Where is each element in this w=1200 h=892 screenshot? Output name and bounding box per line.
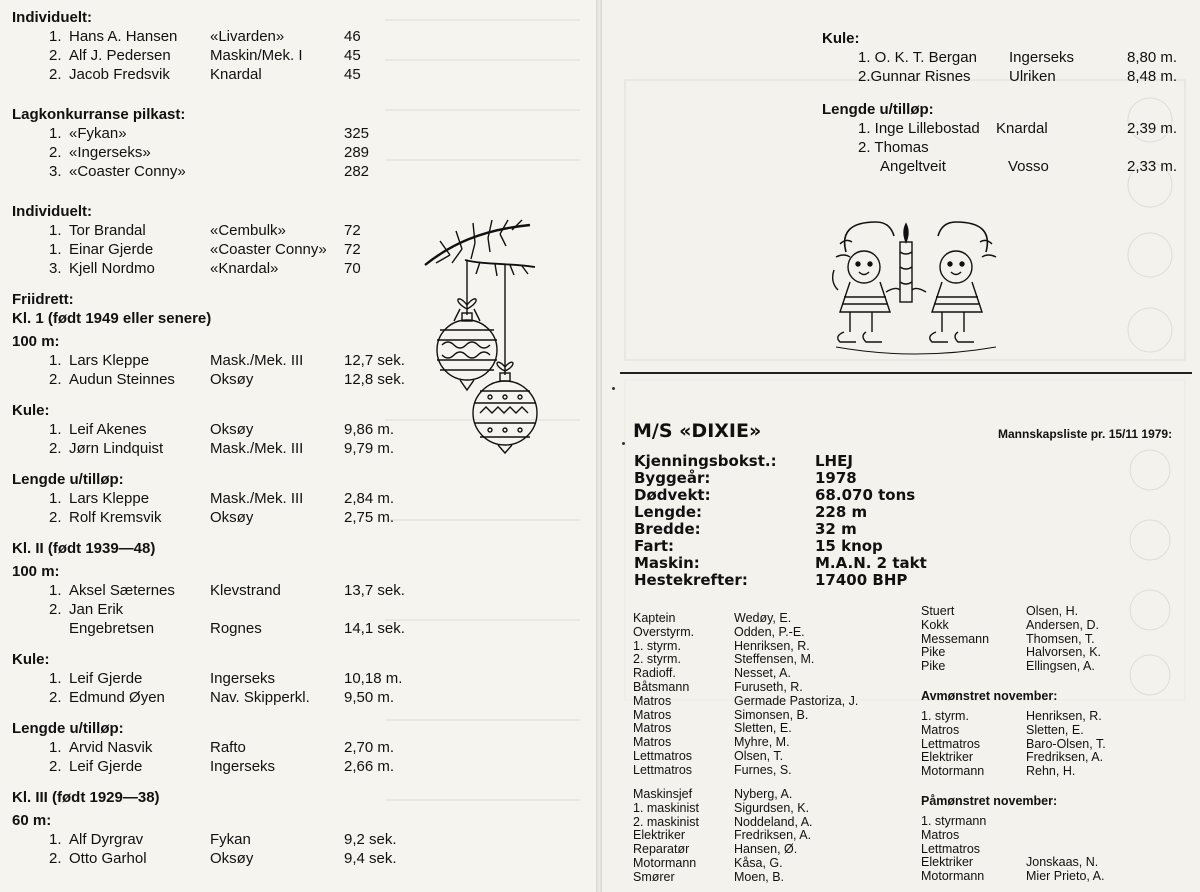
section-heading: Kl. III (født 1929—38)	[12, 789, 160, 806]
crew-row	[633, 709, 923, 723]
crew-row	[921, 856, 1191, 870]
crew-rank: Elektriker	[921, 750, 974, 765]
crew-row	[633, 736, 923, 750]
crew-rank: 1. styrm.	[921, 709, 969, 723]
team-name: Vosso	[1008, 158, 1049, 175]
crew-rank: 1. styrm.	[633, 638, 681, 653]
crew-rank: Elektriker	[633, 828, 686, 843]
placement: 3.	[49, 260, 62, 277]
dot	[612, 387, 615, 390]
section-divider	[620, 372, 1192, 374]
team-name: «Livarden»	[210, 28, 285, 45]
dot	[622, 442, 625, 445]
placement: 2.	[49, 758, 62, 775]
crew-row	[921, 605, 1191, 619]
crew-name: Fredriksen, A.	[734, 828, 812, 843]
team-name: Mask./Mek. III	[210, 352, 304, 369]
crew-name: Nyberg, A.	[734, 787, 793, 801]
result-row	[12, 65, 382, 84]
athlete-name: Engebretsen	[69, 620, 155, 637]
crew-row	[921, 710, 1191, 724]
spec-label: Kjenningsbokst.:	[634, 452, 777, 470]
crew-row	[633, 695, 923, 709]
team-name: Ingerseks	[210, 758, 276, 775]
placement: 1.	[49, 670, 62, 687]
crew-rank: 2. styrm.	[633, 652, 681, 667]
result-row	[12, 420, 395, 439]
result-row	[822, 48, 1192, 67]
crew-name: Sigurdsen, K.	[734, 800, 810, 815]
result-value: 9,4 sek.	[344, 850, 397, 867]
section-heading: Kule:	[822, 30, 860, 47]
result-value: 2,70 m.	[344, 739, 395, 756]
section-heading: Lengde u/tilløp:	[822, 101, 934, 118]
crew-rank: Lettmatros	[633, 762, 693, 777]
result-value: 2,84 m.	[344, 490, 395, 507]
crew-name: Baro-Olsen, T.	[1026, 736, 1106, 751]
crew-row	[633, 722, 923, 736]
crew-row	[921, 633, 1191, 647]
crew-rank: Båtsmann	[633, 679, 690, 694]
section-heading: Påmønstret november:	[921, 794, 1058, 808]
result-row	[822, 157, 1192, 176]
crew-rank: Motormann	[921, 764, 985, 779]
result-row	[12, 830, 397, 849]
athlete-name: Leif Gjerde	[69, 670, 143, 687]
crew-row	[633, 612, 923, 626]
athlete-name: Leif Gjerde	[69, 758, 143, 775]
crew-row	[921, 646, 1191, 660]
spec-value: 68.070 tons	[815, 486, 916, 504]
spec-label: Maskin:	[634, 554, 700, 572]
crew-name: Furuseth, R.	[734, 679, 803, 694]
result-row	[12, 370, 405, 389]
crew-rank: Elektriker	[921, 855, 974, 870]
result-row	[12, 351, 405, 370]
team-name: Rognes	[210, 620, 262, 637]
result-value: 8,48 m.	[1127, 68, 1178, 85]
placement: 2.	[49, 850, 62, 867]
section-heading: 100 m:	[12, 333, 60, 350]
result-value: 325	[344, 125, 370, 142]
athlete-name: «Coaster Conny»	[69, 163, 186, 180]
team-name: «Coaster Conny»	[210, 241, 327, 258]
placement: 1.	[49, 421, 62, 438]
result-value: 14,1 sek.	[344, 620, 405, 637]
placement: 1.	[49, 739, 62, 756]
team-name: Ulriken	[1009, 68, 1056, 85]
result-value: 72	[344, 222, 361, 239]
crew-name: Olsen, H.	[1026, 604, 1079, 618]
athlete-name: Jørn Lindquist	[69, 440, 164, 457]
crew-name: Mier Prieto, A.	[1026, 869, 1105, 884]
spec-label: Byggeår:	[634, 469, 711, 487]
athlete-name: Angeltveit	[880, 158, 946, 175]
crew-name: Hansen, Ø.	[734, 842, 798, 857]
result-value: 2,66 m.	[344, 758, 395, 775]
crew-list-deck	[633, 612, 923, 778]
spec-label: Bredde:	[634, 520, 701, 538]
athlete-name: Einar Gjerde	[69, 241, 154, 258]
spec-value: 228 m	[815, 503, 868, 521]
result-row	[12, 738, 395, 757]
result-row	[12, 688, 395, 707]
placement: 2.	[49, 601, 62, 618]
team-name: Knardal	[996, 120, 1048, 137]
team-name: Oksøy	[210, 509, 254, 526]
crew-name: Andersen, D.	[1026, 617, 1099, 632]
spec-value: 17400 BHP	[815, 571, 908, 589]
athlete-name: Jacob Fredsvik	[69, 66, 170, 83]
section-heading: Kule:	[12, 651, 50, 668]
team-name: Fykan	[210, 831, 251, 848]
elves-candle-illustration	[826, 212, 1006, 362]
crew-name: Rehn, H.	[1026, 764, 1076, 779]
crew-row	[921, 815, 1191, 829]
spec-label: Dødvekt:	[634, 486, 711, 504]
result-row	[12, 259, 382, 278]
crew-rank: 1. styrmann	[921, 814, 987, 828]
crew-row	[633, 829, 923, 843]
spec-value: LHEJ	[815, 452, 853, 470]
athlete-name: Alf J. Pedersen	[69, 47, 171, 64]
team-name: Mask./Mek. III	[210, 440, 304, 457]
team-name: Klevstrand	[210, 582, 281, 599]
crew-name: Steffensen, M.	[734, 652, 815, 667]
result-row	[822, 138, 1192, 157]
section-heading: Individuelt:	[12, 9, 92, 26]
crew-rank: Lettmatros	[633, 748, 693, 763]
result-value: 10,18 m.	[344, 670, 403, 687]
crew-name: Kåsa, G.	[734, 855, 783, 870]
crew-row	[921, 751, 1191, 765]
athlete-name: Hans A. Hansen	[69, 28, 178, 45]
team-name: Oksøy	[210, 421, 254, 438]
crew-row	[921, 870, 1191, 884]
crew-row	[921, 843, 1191, 857]
athlete-name: Jan Erik	[69, 601, 124, 618]
crew-row	[633, 681, 923, 695]
result-value: 2,39 m.	[1127, 120, 1178, 137]
placement: 2.	[49, 440, 62, 457]
placement: 2.	[49, 371, 62, 388]
crew-name: Germade Pastoriza, J.	[734, 693, 859, 708]
result-value: 45	[344, 47, 361, 64]
athlete-name: Arvid Nasvik	[69, 739, 153, 756]
crew-name: Noddeland, A.	[734, 814, 813, 829]
result-value: 2,75 m.	[344, 509, 395, 526]
section-heading: 100 m:	[12, 563, 60, 580]
team-name: Rafto	[210, 739, 246, 756]
crew-rank: Lettmatros	[921, 736, 981, 751]
section-heading: Kl. 1 (født 1949 eller senere)	[12, 310, 212, 327]
result-row	[822, 119, 1192, 138]
crew-rank: Motormann	[633, 855, 697, 870]
placement: 1.	[49, 352, 62, 369]
athlete-name: Otto Garhol	[69, 850, 147, 867]
crew-name: Myhre, M.	[734, 735, 790, 750]
result-row	[12, 669, 403, 688]
team-name: Oksøy	[210, 371, 254, 388]
result-value: 9,50 m.	[344, 689, 395, 706]
crew-name: Henriksen, R.	[1026, 709, 1102, 723]
crew-row	[633, 626, 923, 640]
team-name: Ingerseks	[210, 670, 276, 687]
result-row	[822, 67, 1192, 86]
result-value: 45	[344, 66, 361, 83]
crew-rank: Kaptein	[633, 611, 676, 625]
section-heading: Kule:	[12, 402, 50, 419]
result-row	[12, 221, 382, 240]
athlete-name: 1. O. K. T. Bergan	[858, 49, 977, 66]
crew-row	[633, 640, 923, 654]
result-value: 70	[344, 260, 361, 277]
result-value: 9,2 sek.	[344, 831, 397, 848]
section-heading: 60 m:	[12, 812, 52, 829]
placement: 2.	[49, 144, 62, 161]
result-value: 282	[344, 163, 370, 180]
section-heading: Friidrett:	[12, 291, 74, 308]
crew-row	[633, 764, 923, 778]
crew-rank: Matros	[633, 721, 672, 736]
crew-name: Henriksen, R.	[734, 638, 810, 653]
right-results-column	[822, 29, 1192, 176]
crew-rank: Reparatør	[633, 842, 690, 857]
spec-value: M.A.N. 2 takt	[815, 554, 927, 572]
crew-rank: Maskinsjef	[633, 787, 693, 801]
result-row	[12, 162, 382, 181]
result-value: 13,7 sek.	[344, 582, 405, 599]
crew-name: Sletten, E.	[734, 721, 792, 736]
crew-row	[921, 724, 1191, 738]
result-value: 72	[344, 241, 361, 258]
crew-row	[633, 750, 923, 764]
spec-value: 32 m	[815, 520, 857, 538]
crew-rank: 2. maskinist	[633, 814, 699, 829]
athlete-name: 2. Thomas	[858, 139, 929, 156]
crew-list-title: Mannskapsliste pr. 15/11 1979:	[998, 427, 1173, 441]
crew-row	[921, 829, 1191, 843]
section-heading: Avmønstret november:	[921, 689, 1058, 703]
result-row	[12, 581, 405, 600]
crew-rank: Overstyrm.	[633, 624, 695, 639]
crew-list-engine	[633, 788, 923, 885]
crew-name: Halvorsen, K.	[1026, 645, 1102, 660]
crew-row	[633, 843, 923, 857]
section-heading: Lengde u/tilløp:	[12, 720, 124, 737]
spec-label: Lengde:	[634, 503, 703, 521]
crew-rank: Smører	[633, 869, 675, 884]
team-name: Nav. Skipperkl.	[210, 689, 310, 706]
crew-rank: Pike	[921, 659, 946, 674]
result-value: 46	[344, 28, 361, 45]
spec-value: 15 knop	[815, 537, 883, 555]
athlete-name: 2.Gunnar Risnes	[858, 68, 971, 85]
athlete-name: Kjell Nordmo	[69, 260, 155, 277]
result-value: 9,79 m.	[344, 440, 395, 457]
team-name: «Knardal»	[210, 260, 279, 277]
crew-rank: Lettmatros	[921, 841, 981, 856]
athlete-name: Lars Kleppe	[69, 352, 150, 369]
crew-rank: Kokk	[921, 617, 949, 632]
crew-name: Ellingsen, A.	[1026, 659, 1095, 674]
result-value: 12,8 sek.	[344, 371, 405, 388]
team-name: Maskin/Mek. I	[210, 47, 303, 64]
result-value: 9,86 m.	[344, 421, 395, 438]
crew-name: Fredriksen, A.	[1026, 750, 1104, 765]
crew-rank: 1. maskinist	[633, 800, 699, 815]
crew-row	[921, 619, 1191, 633]
left-results-column	[12, 8, 405, 868]
placement: 2.	[49, 66, 62, 83]
section-heading: Kl. II (født 1939—48)	[12, 540, 156, 557]
placement: 1.	[49, 28, 62, 45]
team-name: Knardal	[210, 66, 262, 83]
crew-row	[633, 653, 923, 667]
crew-name: Odden, P.-E.	[734, 624, 805, 639]
result-value: 8,80 m.	[1127, 49, 1178, 66]
crew-name: Simonsen, B.	[734, 707, 809, 722]
placement: 1.	[49, 582, 62, 599]
placement: 2.	[49, 509, 62, 526]
placement: 3.	[49, 163, 62, 180]
placement: 2.	[49, 47, 62, 64]
result-value: 12,7 sek.	[344, 352, 405, 369]
section-heading: Lengde u/tilløp:	[12, 471, 124, 488]
crew-rank: Motormann	[921, 869, 985, 884]
athlete-name: Edmund Øyen	[69, 689, 165, 706]
placement: 1.	[49, 125, 62, 142]
crew-row	[633, 802, 923, 816]
athlete-name: «Ingerseks»	[69, 144, 151, 161]
athlete-name: Audun Steinnes	[69, 371, 175, 388]
result-row	[12, 124, 382, 143]
athlete-name: Aksel Sæternes	[69, 582, 175, 599]
crew-rank: Matros	[921, 827, 960, 842]
crew-name: Olsen, T.	[734, 748, 784, 763]
crew-row	[633, 816, 923, 830]
crew-row	[633, 857, 923, 871]
team-name: Ingerseks	[1009, 49, 1075, 66]
result-row	[12, 439, 395, 458]
spec-label: Fart:	[634, 537, 675, 555]
crew-rank: Stuert	[921, 604, 955, 618]
crew-rank: Matros	[633, 693, 672, 708]
crew-row	[921, 765, 1191, 779]
result-row	[12, 757, 395, 776]
crew-rank: Matros	[633, 735, 672, 750]
crew-row	[921, 660, 1191, 674]
section-heading: Lagkonkurranse pilkast:	[12, 106, 186, 123]
result-row	[12, 143, 382, 162]
ship-title: M/S «DIXIE»	[633, 420, 762, 442]
crew-name: Sletten, E.	[1026, 722, 1084, 737]
spec-value: 1978	[815, 469, 857, 487]
result-row	[12, 240, 382, 259]
crew-rank: Matros	[633, 707, 672, 722]
result-row	[12, 46, 382, 65]
athlete-name: 1. Inge Lillebostad	[858, 120, 980, 137]
signed-on-list	[921, 794, 1191, 884]
crew-row	[633, 871, 923, 885]
team-name: Mask./Mek. III	[210, 490, 304, 507]
result-row	[12, 27, 382, 46]
result-row	[12, 508, 395, 527]
crew-name: Jonskaas, N.	[1026, 855, 1099, 870]
athlete-name: Rolf Kremsvik	[69, 509, 162, 526]
spec-label: Hestekrefter:	[634, 571, 748, 589]
crew-rank: Pike	[921, 645, 946, 660]
team-name: «Cembulk»	[210, 222, 286, 239]
placement: 1.	[49, 831, 62, 848]
crew-name: Nesset, A.	[734, 666, 791, 681]
placement: 2.	[49, 689, 62, 706]
crew-list-catering	[921, 605, 1191, 674]
section-heading: Individuelt:	[12, 203, 92, 220]
crew-rank: Matros	[921, 722, 960, 737]
christmas-ornament-illustration	[420, 205, 545, 455]
athlete-name: Tor Brandal	[69, 222, 146, 239]
crew-name: Thomsen, T.	[1026, 631, 1095, 646]
result-row	[12, 849, 397, 868]
athlete-name: Leif Akenes	[69, 421, 147, 438]
crew-name: Furnes, S.	[734, 762, 792, 777]
result-row	[12, 619, 405, 638]
team-name: Oksøy	[210, 850, 254, 867]
crew-rank: Messemann	[921, 631, 990, 646]
placement: 1.	[49, 490, 62, 507]
crew-rank: Radioff.	[633, 666, 676, 681]
placement: 1.	[49, 241, 62, 258]
result-row	[12, 489, 395, 508]
crew-row	[633, 667, 923, 681]
crew-row	[921, 738, 1191, 752]
result-row	[12, 600, 382, 619]
crew-name: Moen, B.	[734, 869, 785, 884]
athlete-name: Lars Kleppe	[69, 490, 150, 507]
athlete-name: Alf Dyrgrav	[69, 831, 144, 848]
placement: 1.	[49, 222, 62, 239]
athlete-name: «Fykan»	[69, 125, 127, 142]
result-value: 2,33 m.	[1127, 158, 1178, 175]
crew-row	[633, 788, 923, 802]
result-value: 289	[344, 144, 370, 161]
signed-off-list	[921, 689, 1191, 779]
crew-name: Wedøy, E.	[734, 611, 792, 625]
